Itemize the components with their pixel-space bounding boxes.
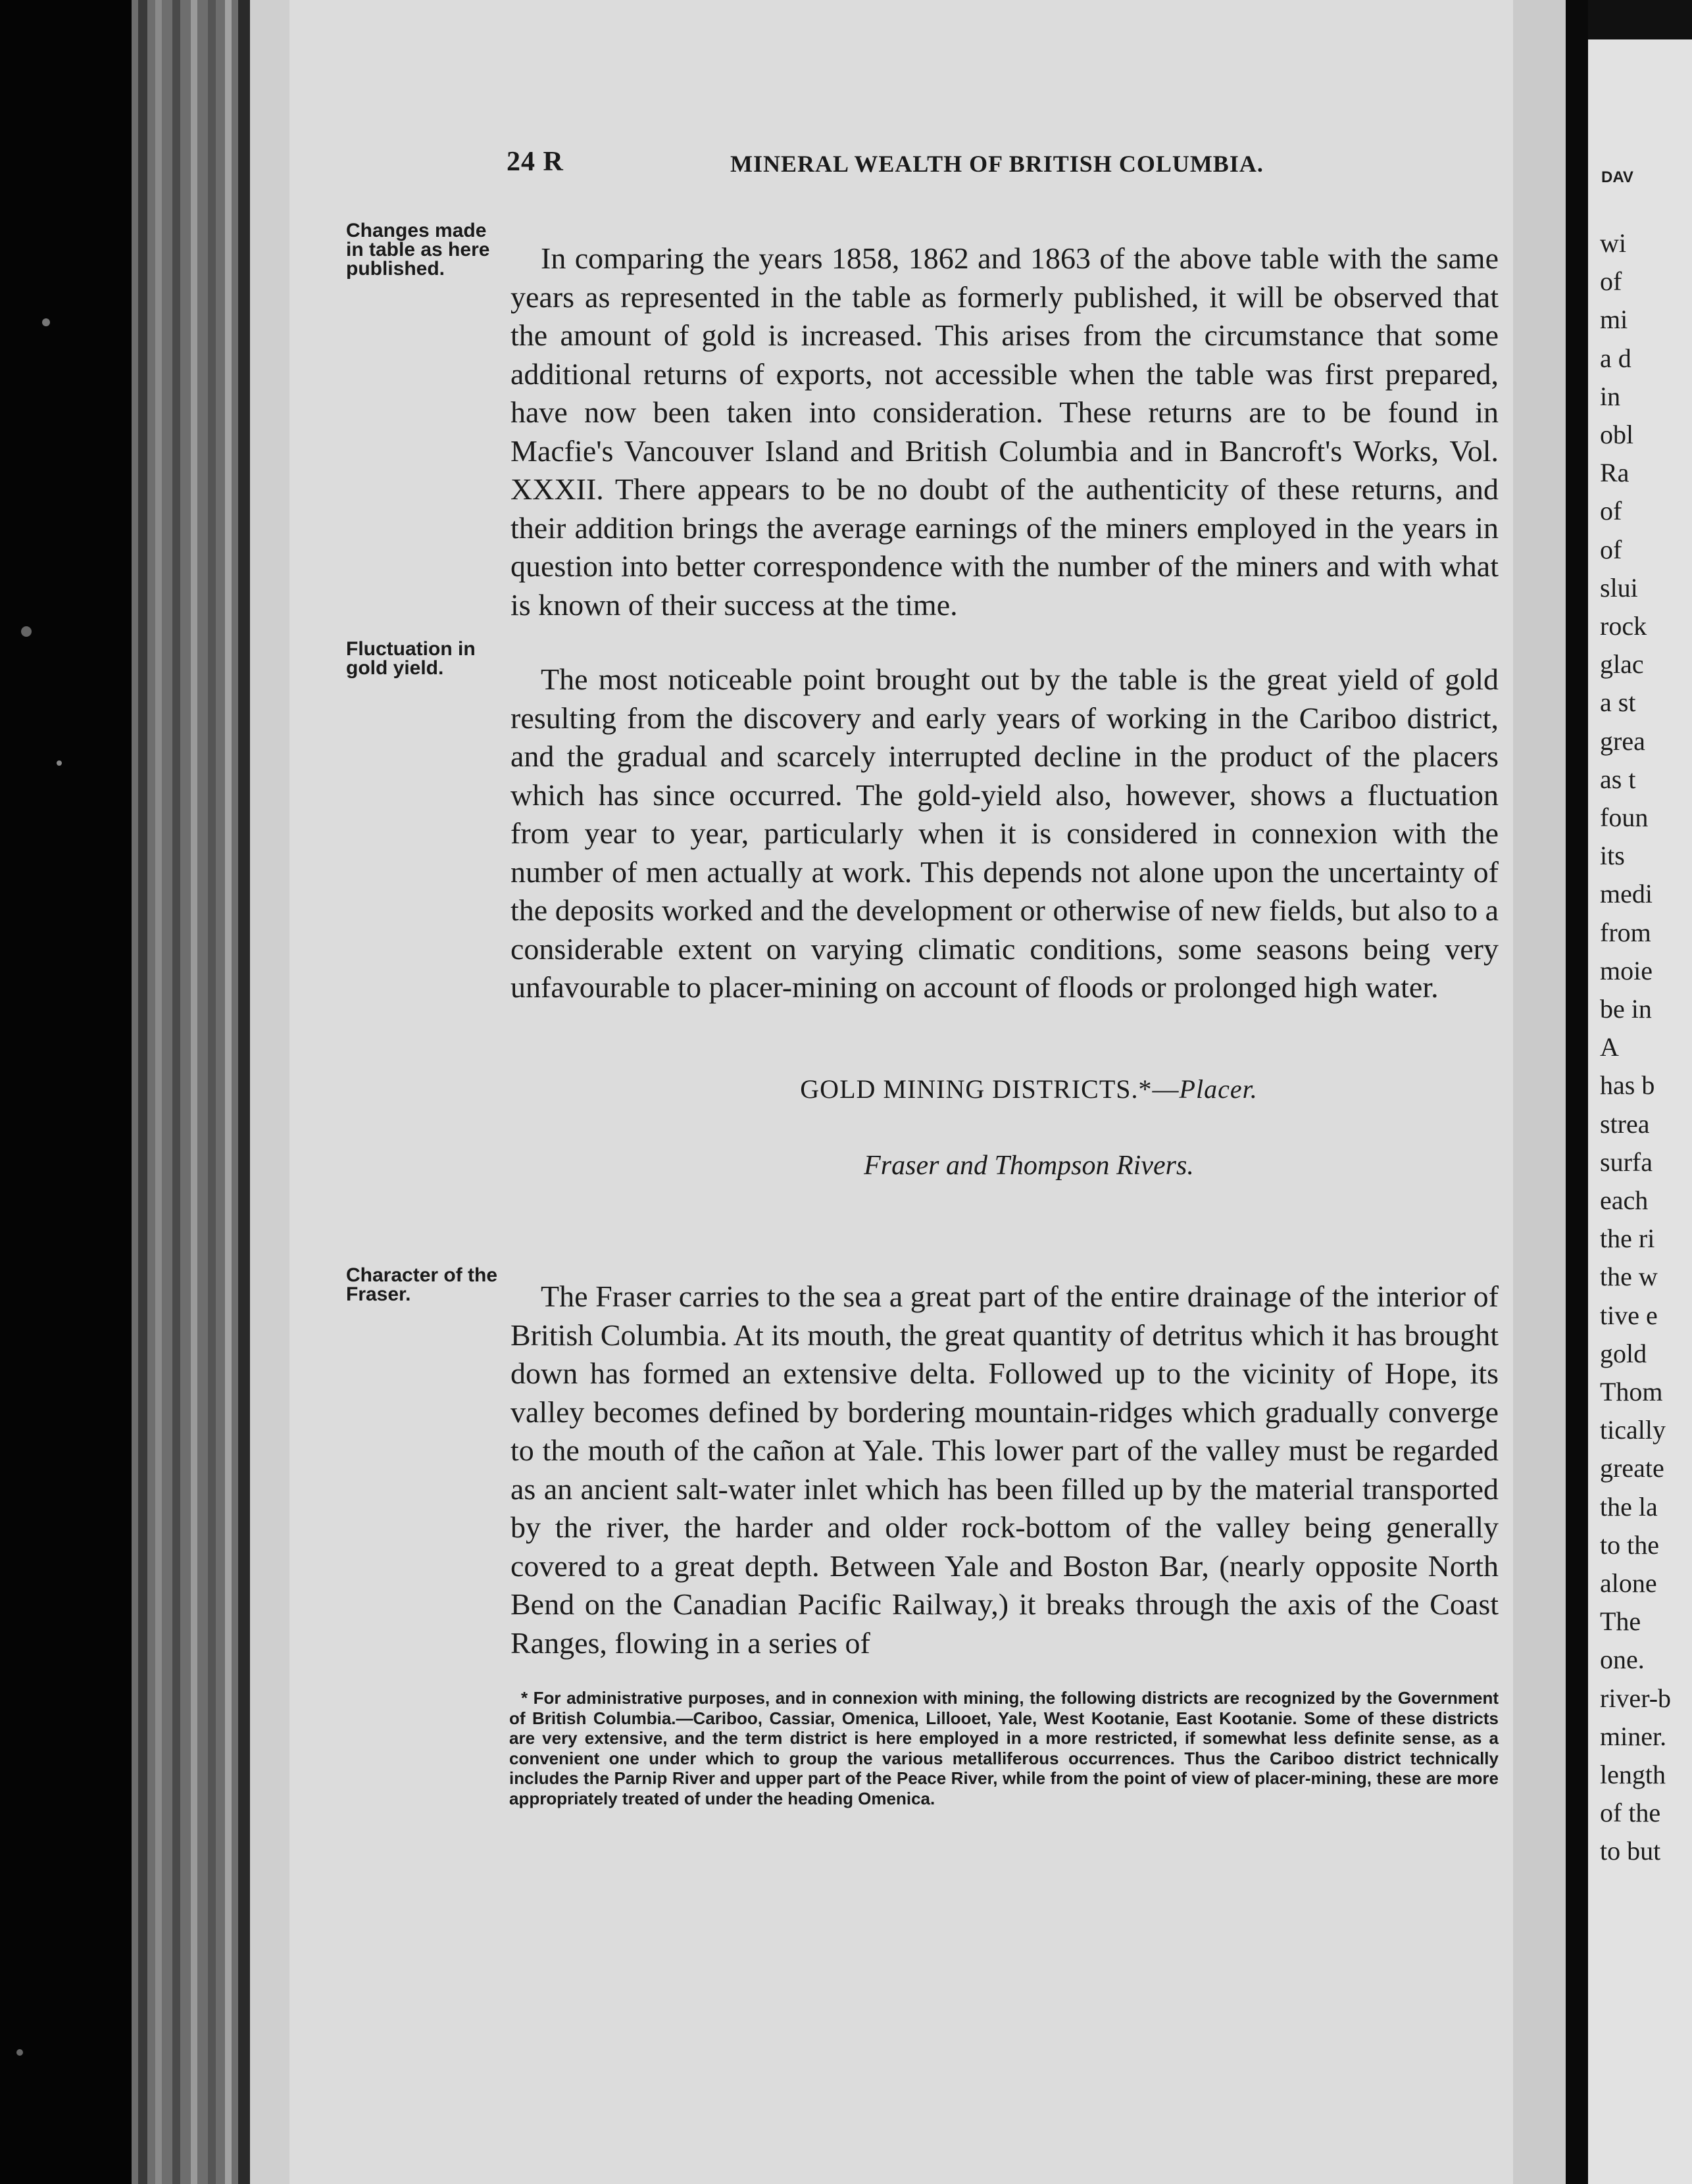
facing-page-line: Ra [1600,458,1630,488]
facing-page-header: DAV [1601,168,1633,186]
facing-page-line: gold [1600,1338,1647,1368]
running-title: MINERAL WEALTH OF BRITISH COLUMBIA. [730,151,1264,177]
margin-note-changes: Changes made in table as here published. [346,220,490,280]
facing-page-line: its [1600,841,1625,871]
facing-page-line: strea [1600,1108,1650,1139]
facing-page-line: Thom [1600,1377,1663,1406]
margin-note-fluctuation: Fluctuation in gold yield. [346,638,476,679]
facing-page-line: in [1600,381,1621,411]
facing-page-line: a st [1600,687,1636,718]
facing-page-line: of [1600,534,1622,564]
facing-page-line: of the [1600,1798,1661,1828]
facing-page-line: mi [1600,305,1628,335]
subheading: Fraser and Thompson Rivers. [864,1151,1194,1181]
facing-page-line: slui [1600,572,1638,603]
running-header [507,146,1283,183]
facing-page-line: A [1600,1032,1619,1062]
facing-page-line: from [1600,917,1651,947]
margin-note-fraser: Character of the Fraser. [346,1264,498,1305]
facing-page-line: moie [1600,955,1653,985]
facing-page-line: The [1600,1606,1641,1637]
facing-page-line: glac [1600,649,1644,680]
facing-page-line: obl [1600,420,1634,449]
facing-page-line: tive e [1600,1300,1658,1330]
page-number: 24 R [507,147,564,177]
facing-page-line: miner. [1600,1721,1667,1751]
facing-page-line: river-b [1600,1683,1672,1713]
facing-page-line: the ri [1600,1224,1655,1254]
facing-page-line: a d [1600,343,1631,373]
facing-page-line: rock [1600,611,1647,641]
facing-page-line: greate [1600,1453,1664,1483]
facing-page-line: tically [1600,1415,1666,1445]
facing-page-line: the la [1600,1491,1658,1522]
facing-page-line: to the [1600,1529,1659,1560]
facing-page-line: grea [1600,726,1645,756]
facing-page-line: alone [1600,1568,1657,1598]
section-heading-main: GOLD MINING DISTRICTS.*— [800,1074,1180,1104]
facing-page-line: length [1600,1760,1666,1789]
facing-page-line: one. [1600,1645,1645,1675]
facing-page-line: to but [1600,1836,1661,1866]
paragraph-fraser: The Fraser carries to the sea a great part of the entire drainage of the interior of British Columbia. At its mouth, the great quantity of detritus which it has brought down has formed an extensive delta. Followed up to the vicinity of Hope, its valley becomes defined by bordering mountain-ridges which gradually converge to the mouth of the cañon at Yale. This lower part of the valley must be regarded as an ancient salt-water inlet which has been filled up by the material transported by the river, the harder and older rock-bottom of the valley being generally covered to a great depth. Between Yale and Boston Bar, (nearly opposite North Bend on the Canadian Pacific Railway,) it breaks through the axis of the Coast Ranges, flowing in a series of [510,1279,1499,1660]
facing-page-line: the w [1600,1262,1658,1292]
paragraph-comparison: In comparing the years 1858, 1862 and 1863 of the above table with the same years as represented in the table as formerly published, it will be observed that the amount of gold is increased. This arises from the circumstance that some additional returns of exports, not accessible when the table was first prepared, have now been taken into consideration. These returns are to be found in Macfie's Vancouver Island and British Columbia and in Bancroft's Works, Vol. XXXII. There appears to be no doubt of the authenticity of these returns, and their addition brings the average earnings of the miners employed in the years in question into better correspondence with the number of the miners and with what is known of their success at the time. [510,241,1499,622]
footnote: * For administrative purposes, and in connexion with mining, the following districts are recognized by the Government of British Columbia.—Cariboo, Cassiar, Omenica, Lillooet, Yale, West Kootanie, East Kootanie. Some of these districts are very extensive, and the term district is here employed in a more restricted, if somewhat less definite sense, as a convenient one under which to group the various metalliferous occurrences. Thus the Cariboo district technically includes the Parnip River and upper part of the Peace River, while from the point of view of placer-mining, these are more appropriately treated of under the heading Omenica. [509,1688,1499,1808]
section-heading-italic: Placer. [1179,1074,1258,1104]
facing-page-line: each [1600,1185,1649,1215]
facing-page-fragment [1585,0,1692,2184]
facing-page-line: surfa [1600,1147,1653,1177]
facing-page-line: of [1600,266,1622,297]
facing-page-line: wi [1600,228,1626,258]
facing-page-line: has b [1600,1070,1655,1101]
facing-page-line: foun [1600,803,1649,832]
section-heading [759,1074,1299,1104]
paragraph-fluctuation: The most noticeable point brought out by the table is the great yield of gold resulting from the discovery and early years of working in the Cariboo district, and the gradual and scarcely interrupted decline in the product of the placers which has since occurred. The gold-yield also, however, shows a fluctuation from year to year, particularly when it is considered in connexion with the number of men actually at work. This depends not alone upon the uncertainty of the deposits worked and the development or otherwise of new fields, but also to a considerable extent on varying climatic conditions, some seasons being very unfavourable to placer-mining on account of floods or prolonged high water. [510,662,1499,1004]
facing-page-line: as t [1600,764,1636,794]
facing-page-line: of [1600,496,1622,526]
facing-page-line: medi [1600,879,1653,909]
facing-page-line: be in [1600,994,1652,1024]
